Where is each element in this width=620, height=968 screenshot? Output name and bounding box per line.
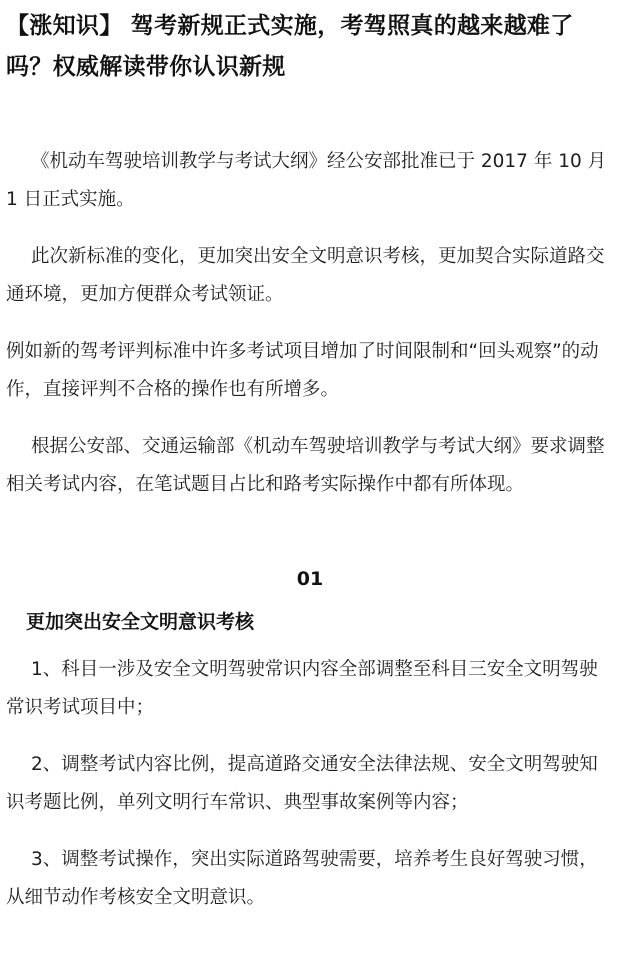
section-title: 更加突出安全文明意识考核 bbox=[26, 611, 255, 633]
section-number: 01 bbox=[296, 568, 324, 590]
list-item-3: 3、调整考试操作，突出实际道路驾驶需要，培养考生良好驾驶习惯，从细节动作考核安全文明意识。 bbox=[6, 849, 598, 908]
list-item-1: 1、科目一涉及安全文明驾驶常识内容全部调整至科目三安全文明驾驶常识考试项目中； bbox=[6, 659, 598, 718]
paragraph-example: 例如新的驾考评判标准中许多考试项目增加了时间限制和“回头观察”的动作，直接评判不合格的操作也有所增多。 bbox=[6, 341, 599, 400]
list-item-2: 2、调整考试内容比例，提高道路交通安全法律法规、安全文明驾驶知识考题比例，单列文明行车常识、典型事故案例等内容； bbox=[6, 754, 598, 813]
paragraph-basis: 根据公安部、交通运输部《机动车驾驶培训教学与考试大纲》要求调整相关考试内容，在笔试题目占比和路考实际操作中都有所体现。 bbox=[6, 436, 605, 495]
paragraph-intro: 《机动车驾驶培训教学与考试大纲》经公安部批准已于 2017 年 10 月 1 日正式实施。 bbox=[6, 151, 607, 210]
article-title: 【涨知识】 驾考新规正式实施，考驾照真的越来越难了吗？权威解读带你认识新规 bbox=[6, 13, 574, 80]
paragraph-changes: 此次新标准的变化，更加突出安全文明意识考核，更加契合实际道路交通环境，更加方便群众考试领证。 bbox=[6, 246, 605, 305]
